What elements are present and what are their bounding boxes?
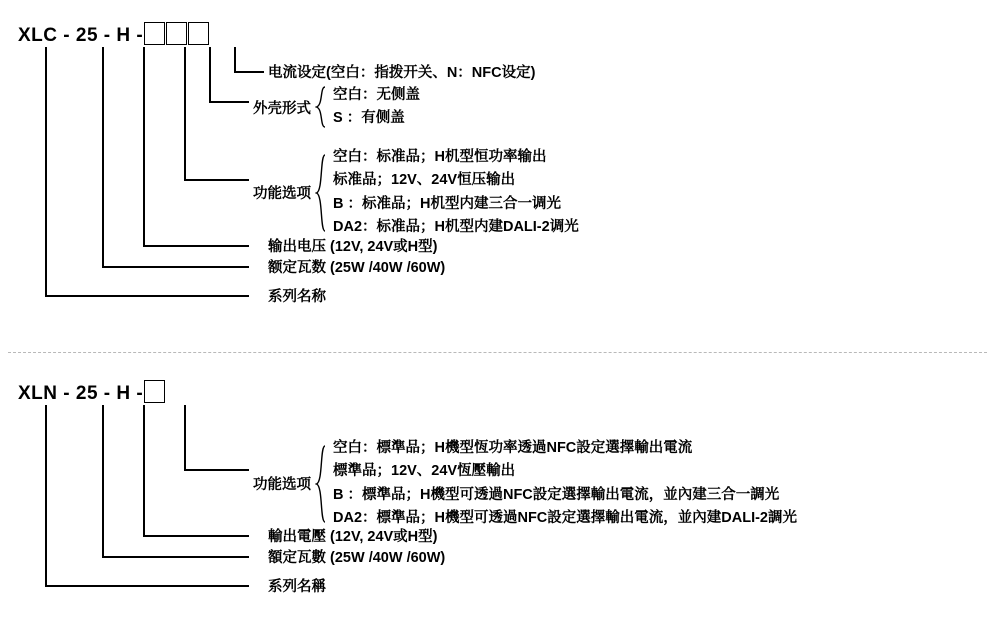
xlc-code-box-3 bbox=[188, 22, 209, 45]
housing-row-0: 空白：无侧盖 bbox=[333, 87, 420, 103]
callout-output-voltage: 输出电压 (12V, 24V或H型) bbox=[268, 239, 438, 255]
xln-code-box-1 bbox=[144, 380, 165, 403]
xln-leader-function-option-h bbox=[184, 469, 249, 471]
callout-function-option-title: 功能选项 bbox=[253, 186, 311, 203]
function-row-1: 标准品；12V、24V恒压输出 bbox=[333, 172, 516, 189]
leader-current-setting-h bbox=[234, 71, 264, 73]
xln-callout-output-voltage: 輸出電壓 (12V, 24V或H型) bbox=[268, 529, 438, 545]
function-row-2: B ：标准品；H机型内建三合一调光 bbox=[333, 195, 561, 212]
xln-function-row-3: DA2：標準品；H機型可透過NFC設定選擇輸出電流，並內建DALI-2調光 bbox=[333, 510, 797, 527]
brace-housing-type bbox=[315, 86, 327, 128]
xlc-model-code bbox=[18, 22, 209, 47]
xln-callout-series-name: 系列名稱 bbox=[268, 579, 326, 595]
section-divider bbox=[8, 352, 987, 353]
leader-housing-type-v bbox=[209, 47, 211, 102]
housing-row-1: S ：有侧盖 bbox=[333, 110, 405, 127]
xlc-code-text: XLC - 25 - H - bbox=[18, 25, 144, 46]
xln-brace-function-option bbox=[315, 445, 327, 523]
brace-function-option bbox=[315, 154, 327, 232]
xln-leader-series-name-v bbox=[45, 405, 47, 586]
leader-rated-wattage-h bbox=[102, 266, 249, 268]
leader-rated-wattage-v bbox=[102, 47, 104, 267]
xln-diagram bbox=[0, 360, 995, 640]
leader-current-setting-v bbox=[234, 47, 236, 72]
leader-series-name-h bbox=[45, 295, 249, 297]
xln-leader-rated-wattage-v bbox=[102, 405, 104, 557]
callout-rated-wattage: 额定瓦数 (25W /40W /60W) bbox=[268, 260, 446, 276]
function-row-0: 空白：标准品；H机型恒功率输出 bbox=[333, 149, 547, 165]
xln-function-row-1: 標準品；12V、24V恆壓輸出 bbox=[333, 463, 516, 480]
xln-leader-output-voltage-h bbox=[143, 535, 249, 537]
leader-function-option-v bbox=[184, 47, 186, 180]
xln-callout-function-option-title: 功能选项 bbox=[253, 477, 311, 494]
xln-leader-series-name-h bbox=[45, 585, 249, 587]
leader-series-name-v bbox=[45, 47, 47, 296]
xln-code-text: XLN - 25 - H - bbox=[18, 383, 144, 404]
function-row-3: DA2：标准品；H机型内建DALI-2调光 bbox=[333, 219, 579, 236]
leader-function-option-h bbox=[184, 179, 249, 181]
callout-function-option bbox=[253, 146, 579, 240]
xln-model-code bbox=[18, 380, 165, 405]
xln-leader-rated-wattage-h bbox=[102, 556, 249, 558]
xln-callout-function-option-rows bbox=[333, 437, 797, 531]
callout-function-option-rows bbox=[333, 146, 579, 240]
callout-housing-type-title: 外壳形式 bbox=[253, 100, 311, 117]
callout-housing-type bbox=[253, 84, 420, 131]
xln-leader-output-voltage-v bbox=[143, 405, 145, 536]
callout-series-name: 系列名称 bbox=[268, 289, 326, 305]
xln-leader-function-option-v bbox=[184, 405, 186, 470]
xln-callout-function-option bbox=[253, 437, 797, 531]
callout-current-setting: 电流设定(空白：指拨开关、N：NFC设定) bbox=[268, 65, 536, 81]
xln-callout-rated-wattage: 額定瓦數 (25W /40W /60W) bbox=[268, 550, 446, 566]
xlc-code-box-1 bbox=[144, 22, 165, 45]
xlc-code-box-2 bbox=[166, 22, 187, 45]
callout-housing-type-rows bbox=[333, 84, 420, 131]
leader-output-voltage-v bbox=[143, 47, 145, 246]
xln-function-row-0: 空白：標準品；H機型恆功率透過NFC設定選擇輸出電流 bbox=[333, 440, 693, 456]
leader-housing-type-h bbox=[209, 101, 249, 103]
xln-function-row-2: B ：標準品；H機型可透過NFC設定選擇輸出電流，並內建三合一調光 bbox=[333, 486, 780, 503]
leader-output-voltage-h bbox=[143, 245, 249, 247]
